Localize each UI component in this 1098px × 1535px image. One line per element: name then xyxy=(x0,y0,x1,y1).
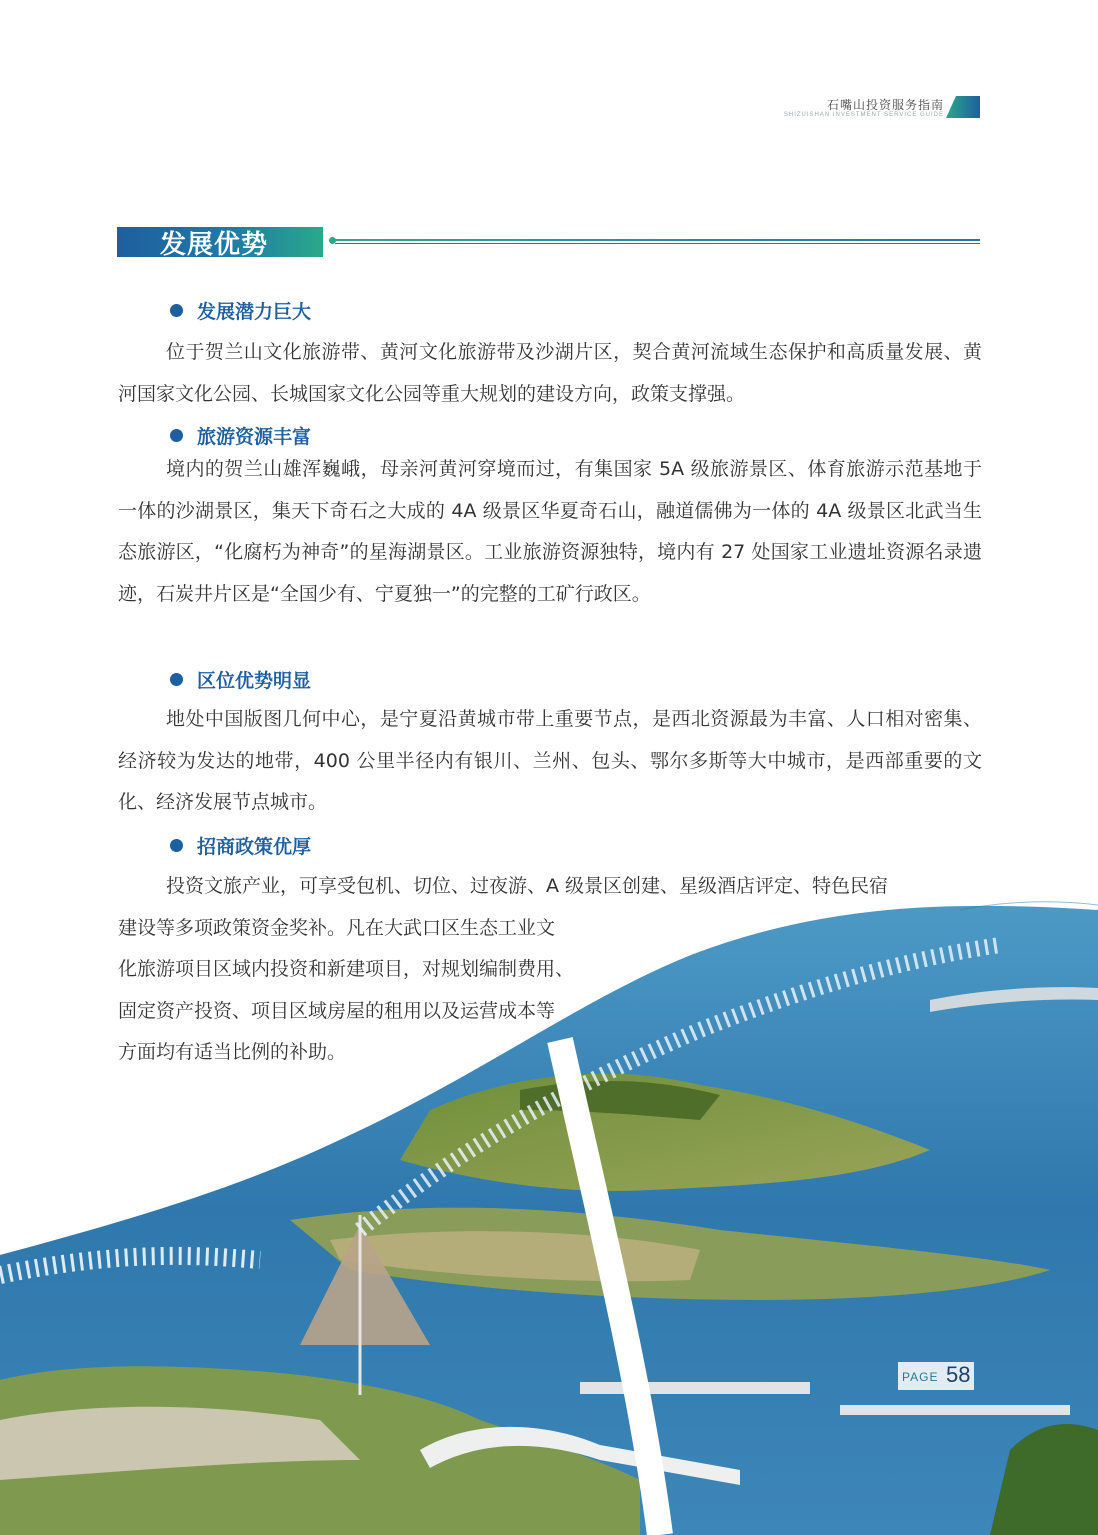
paragraph-3: 地处中国版图几何中心，是宁夏沿黄城市带上重要节点，是西北资源最为丰富、人口相对密集、经济较为发达的地带，400 公里半径内有银川、兰州、包头、鄂尔多斯等大中城市，是西部重要的文化、经济发展节点城市。 xyxy=(118,708,982,813)
paragraph-line: 方面均有适当比例的补助。 xyxy=(118,1041,347,1063)
bullet-dot xyxy=(170,839,183,852)
paragraph-line: 投资文旅产业，可享受包机、切位、过夜游、A 级景区创建、星级酒店评定、特色民宿 xyxy=(166,875,889,897)
subheading-1 xyxy=(170,297,311,324)
paragraph-line: 建设等多项政策资金奖补。凡在大武口区生态工业文 xyxy=(118,916,556,939)
bullet-dot xyxy=(170,673,183,686)
page-number: 58 xyxy=(946,1362,971,1387)
paragraph-line: 化旅游项目区域内投资和新建项目，对规划编制费用、 xyxy=(118,958,575,980)
section-title: 发展优势 xyxy=(160,230,269,260)
subheading-text: 旅游资源丰富 xyxy=(197,426,312,448)
subheading-3 xyxy=(170,666,311,693)
subheading-2 xyxy=(170,422,311,449)
page-label: PAGE xyxy=(902,1370,939,1384)
bullet-dot xyxy=(170,429,183,442)
subheading-4 xyxy=(170,832,311,859)
header-title: 石嘴山投资服务指南 xyxy=(826,98,944,112)
subheading-text: 区位优势明显 xyxy=(197,670,312,692)
paragraph-1: 位于贺兰山文化旅游带、黄河文化旅游带及沙湖片区，契合黄河流域生态保护和高质量发展、黄河国家文化公园、长城国家文化公园等重大规划的建设方向，政策支撑强。 xyxy=(118,341,982,405)
subheading-text: 发展潜力巨大 xyxy=(197,301,312,323)
bullet-dot xyxy=(170,304,183,317)
paragraph-4 xyxy=(118,866,982,1074)
header-subtitle: SHIZUISHAN INVESTMENT SERVICE GUIDE xyxy=(783,112,944,118)
paragraph-2: 境内的贺兰山雄浑巍峨，母亲河黄河穿境而过，有集国家 5A 级旅游景区、体育旅游示范基地于一体的沙湖景区，集天下奇石之大成的 4A 级景区华夏奇石山，融道儒佛为一体的 4A 级景区北武当生态旅游区，“化腐朽为神奇”的星海湖景区。工业旅游资源独特，境内有 27 处国家工业遗址资源名录遗迹，石炭井片区是“全国少有、宁夏独一”的完整的工矿行政区。 xyxy=(118,458,982,605)
subheading-text: 招商政策优厚 xyxy=(197,836,312,858)
paragraph-line: 固定资产投资、项目区域房屋的租用以及运营成本等 xyxy=(118,999,556,1022)
